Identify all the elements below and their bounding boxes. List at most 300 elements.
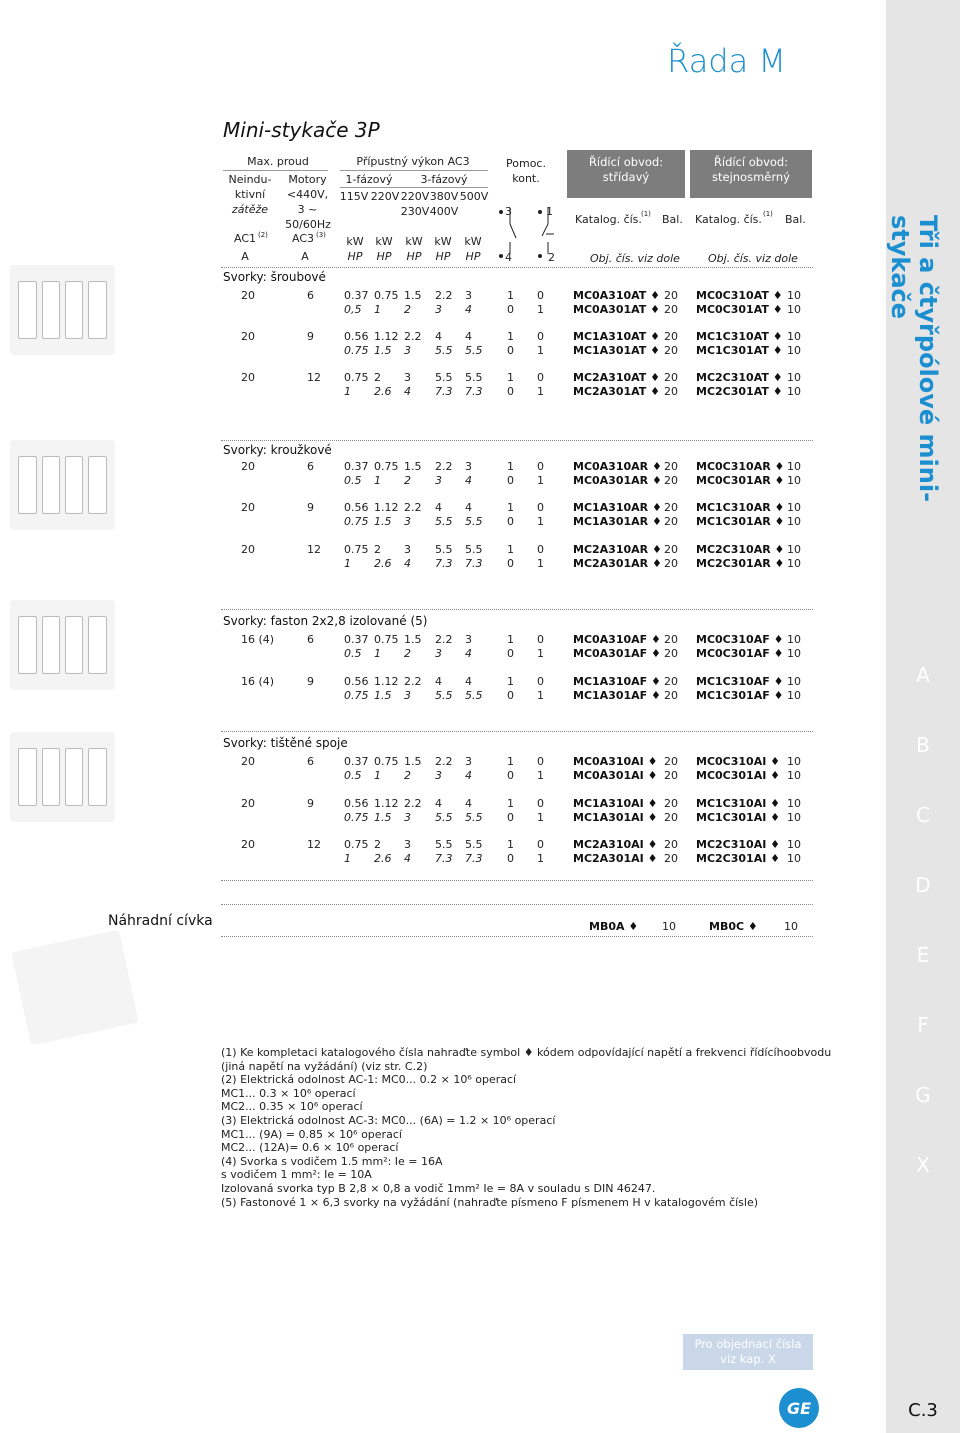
ac-catalog-number: MC0A301AI ♦ <box>573 769 658 782</box>
faston-terminal-contactor-image <box>10 600 115 690</box>
power-220v-3ph: 2 <box>404 303 411 316</box>
header-rule <box>223 170 328 171</box>
table-row <box>221 460 813 474</box>
ac-catalog-sup: (1) <box>641 210 651 218</box>
aux-no: 0 <box>507 647 514 660</box>
unit-kw: kW <box>346 235 364 248</box>
aux-nc: 0 <box>537 633 544 646</box>
aux-nc: 0 <box>537 675 544 688</box>
aux-no: 1 <box>507 330 514 343</box>
power-380v: 2.2 <box>435 289 453 302</box>
ac-catalog-number: MC1A301AR ♦ <box>573 515 662 528</box>
table-row <box>221 501 813 515</box>
power-220v-3ph: 3 <box>404 543 411 556</box>
ac-catalog-number: MC2A301AR ♦ <box>573 557 662 570</box>
unit-hp: HP <box>406 250 422 263</box>
chapter-letter-c[interactable]: C <box>916 803 930 827</box>
aux-nc: 0 <box>537 755 544 768</box>
ac3-current: 9 <box>307 501 314 514</box>
ac-catalog-number: MC1A310AR ♦ <box>573 501 662 514</box>
ac-pack-qty: 20 <box>664 769 678 782</box>
power-115v: 1 <box>344 385 351 398</box>
power-500v: 3 <box>465 460 472 473</box>
power-220v: 0.75 <box>374 289 399 302</box>
voltage-230: 230V <box>400 205 430 218</box>
power-115v: 0.56 <box>344 797 369 810</box>
aux-no: 0 <box>507 344 514 357</box>
table-row <box>221 344 813 358</box>
dc-order-note: Obj. čís. viz dole <box>708 252 798 265</box>
power-380v: 5.5 <box>435 515 453 528</box>
aux-no: 0 <box>507 557 514 570</box>
voltage-limit-label: <440V, <box>286 188 329 201</box>
aux-nc: 1 <box>537 303 544 316</box>
power-500v: 5.5 <box>465 344 483 357</box>
table-row <box>221 330 813 344</box>
ref-line-1: Pro objednací čísla <box>694 1337 802 1351</box>
ac-catalog-number: MC0A310AI ♦ <box>573 755 658 768</box>
footnote-line: MC2... (12A)= 0.6 × 10⁶ operací <box>221 1141 399 1155</box>
dc-catalog-number: MC2C310AR ♦ <box>696 543 785 556</box>
power-500v: 5.5 <box>465 689 483 702</box>
power-220v-3ph: 2.2 <box>404 330 422 343</box>
ac3-current: 6 <box>307 633 314 646</box>
dc-pack-qty: 10 <box>787 755 801 768</box>
power-500v: 4 <box>465 303 472 316</box>
aux-terminal-4: 4 <box>505 251 512 264</box>
table-row <box>221 811 813 825</box>
table-row <box>221 852 813 866</box>
ac1-current: 20 <box>241 543 255 556</box>
footnote-line: (jiná napětí na vyžádání) (viz str. C.2) <box>221 1059 428 1073</box>
dc-pack-qty: 10 <box>787 474 801 487</box>
pcb-terminal-contactor-image <box>10 732 115 822</box>
unit-kw: kW <box>405 235 423 248</box>
spare-coil-label: Náhradní cívka <box>108 913 213 929</box>
power-115v: 0.37 <box>344 460 369 473</box>
unit-hp: HP <box>347 250 363 263</box>
ac1-current: 16 (4) <box>241 633 275 646</box>
dc-catalog-number: MC1C301AI ♦ <box>696 811 781 824</box>
ac-catalog-number: MC0A301AT ♦ <box>573 303 661 316</box>
ktivni-label: ktivní <box>234 188 266 201</box>
unit-hp: HP <box>435 250 451 263</box>
section-divider <box>221 936 813 937</box>
table-row <box>221 633 813 647</box>
aux-nc: 1 <box>537 385 544 398</box>
max-current-header: Max. proud <box>247 155 309 168</box>
dc-pack-qty: 10 <box>787 797 801 810</box>
power-380v: 5.5 <box>435 811 453 824</box>
dc-pack-qty: 10 <box>787 647 801 660</box>
power-380v: 5.5 <box>435 344 453 357</box>
aux-nc: 0 <box>537 289 544 302</box>
table-row <box>221 515 813 529</box>
power-115v: 0.5 <box>344 474 362 487</box>
aux-no: 0 <box>507 811 514 824</box>
ac1-unit: A <box>241 250 249 263</box>
ac-pack-qty: 20 <box>664 515 678 528</box>
power-220v: 2 <box>374 371 381 384</box>
side-title: Tři a čtyřpólové mini-stykače <box>886 215 942 503</box>
power-500v: 4 <box>465 501 472 514</box>
section-divider <box>221 904 813 905</box>
dc-pack-qty: 10 <box>787 460 801 473</box>
power-220v: 1.5 <box>374 515 392 528</box>
power-220v: 1.12 <box>374 797 399 810</box>
voltage-500: 500V <box>459 190 489 203</box>
ac-catalog-number: MC1A301AI ♦ <box>573 811 658 824</box>
power-220v-3ph: 3 <box>404 838 411 851</box>
dc-pack-qty: 10 <box>787 303 801 316</box>
ac-catalog-number: MC0A301AR ♦ <box>573 474 662 487</box>
power-220v-3ph: 3 <box>404 689 411 702</box>
footnote-line: (2) Elektrická odolnost AC-1: MC0... 0.2 × 10⁶ operací <box>221 1073 517 1087</box>
spare-coil-image <box>11 930 138 1046</box>
ac-catalog-number: MC2A310AT ♦ <box>573 371 661 384</box>
power-380v: 7.3 <box>435 557 453 570</box>
aux-no: 1 <box>507 675 514 688</box>
aux-nc: 0 <box>537 838 544 851</box>
power-380v: 2.2 <box>435 755 453 768</box>
chapter-letter-b[interactable]: B <box>916 733 930 757</box>
aux-no: 1 <box>507 797 514 810</box>
one-phase-label: 1-fázový <box>345 173 393 186</box>
dc-pack-qty: 10 <box>787 344 801 357</box>
ac3-current: 6 <box>307 755 314 768</box>
ac-pack-qty: 20 <box>664 385 678 398</box>
aux-terminal-2: 2 <box>548 251 555 264</box>
ac3-current: 12 <box>307 543 321 556</box>
power-115v: 0.56 <box>344 501 369 514</box>
ac-catalog-number: MC1A310AI ♦ <box>573 797 658 810</box>
chapter-letter-x[interactable]: X <box>916 1153 930 1177</box>
power-500v: 5.5 <box>465 811 483 824</box>
table-row <box>221 557 813 571</box>
aux-no: 1 <box>507 289 514 302</box>
dc-catalog-number: MC1C310AF ♦ <box>696 675 784 688</box>
aux-nc: 1 <box>537 811 544 824</box>
motory-label: Motory <box>288 173 327 186</box>
aux-nc: 0 <box>537 797 544 810</box>
aux-no: 1 <box>507 838 514 851</box>
dc-catalog-number: MC0C310AI ♦ <box>696 755 781 768</box>
neindu-label: Neindu- <box>228 173 272 186</box>
chapter-letter-d[interactable]: D <box>915 873 931 897</box>
ac1-current: 20 <box>241 460 255 473</box>
power-380v: 3 <box>435 303 442 316</box>
aux-nc: 0 <box>537 501 544 514</box>
power-220v-3ph: 4 <box>404 385 411 398</box>
dc-catalog-number: MC1C310AI ♦ <box>696 797 781 810</box>
table-row <box>221 769 813 783</box>
frequency-label: 50/60Hz <box>285 218 331 231</box>
footnotes <box>221 1046 832 1209</box>
power-380v: 2.2 <box>435 633 453 646</box>
aux-no: 0 <box>507 515 514 528</box>
ac1-label: AC1 <box>233 232 256 245</box>
aux-nc: 0 <box>537 460 544 473</box>
power-220v: 1 <box>374 647 381 660</box>
footnote-line: (1) Ke kompletaci katalogového čísla nahraďte symbol ♦ kódem odpovídající napětí a frekvenci řídícíhoobvodu <box>221 1046 832 1059</box>
section-label-pcb: Svorky: tištěné spoje <box>223 736 348 750</box>
aux-terminal-3: 3 <box>505 205 512 218</box>
power-220v: 2 <box>374 838 381 851</box>
ac-order-note: Obj. čís. viz dole <box>590 252 680 265</box>
ac1-current: 20 <box>241 797 255 810</box>
power-220v: 1.12 <box>374 675 399 688</box>
ac-pack-qty: 20 <box>664 647 678 660</box>
chapter-letter-f[interactable]: F <box>917 1013 929 1037</box>
section-label-ring: Svorky: kroužkové <box>223 443 332 457</box>
voltage-220: 220V <box>370 190 400 203</box>
footnote-line: s vodičem 1 mm²: Ie = 10A <box>221 1168 372 1182</box>
aux-contacts-header: Pomoc. <box>506 157 546 170</box>
power-500v: 7.3 <box>465 557 483 570</box>
ac-catalog-number: MC2A310AI ♦ <box>573 838 658 851</box>
aux-nc: 0 <box>537 371 544 384</box>
aux-no: 1 <box>507 371 514 384</box>
power-500v: 4 <box>465 797 472 810</box>
power-220v-3ph: 1.5 <box>404 289 422 302</box>
ac-pack-qty: 20 <box>664 330 678 343</box>
aux-no: 1 <box>507 755 514 768</box>
chapter-letter-a[interactable]: A <box>916 663 930 687</box>
header-rule <box>340 187 488 188</box>
footnote-line: Izolovaná svorka typ B 2,8 × 0,8 a vodič 1mm² Ie = 8A v souladu s DIN 46247. <box>221 1181 656 1195</box>
dc-catalog-number: MC2C310AT ♦ <box>696 371 783 384</box>
table-row <box>221 474 813 488</box>
power-380v: 3 <box>435 769 442 782</box>
aux-no: 1 <box>507 501 514 514</box>
ac-pack-qty: 20 <box>664 852 678 865</box>
power-380v: 5.5 <box>435 689 453 702</box>
voltage-115: 115V <box>339 190 369 203</box>
chapter-letter-e[interactable]: E <box>916 943 930 967</box>
unit-kw: kW <box>375 235 393 248</box>
aux-nc: 1 <box>537 474 544 487</box>
dc-catalog-number: MC1C301AR ♦ <box>696 515 785 528</box>
dc-catalog-sup: (1) <box>763 210 773 218</box>
dc-pack-header: Bal. <box>785 213 806 226</box>
power-380v: 4 <box>435 330 442 343</box>
power-220v: 1 <box>374 769 381 782</box>
aux-nc: 1 <box>537 515 544 528</box>
power-500v: 5.5 <box>465 515 483 528</box>
ac3-current: 12 <box>307 371 321 384</box>
table-row <box>221 289 813 303</box>
ac-pack-qty: 20 <box>664 344 678 357</box>
power-115v: 0.5 <box>344 647 362 660</box>
ac-pack-qty: 20 <box>664 797 678 810</box>
power-220v-3ph: 2 <box>404 769 411 782</box>
aux-no: 0 <box>507 852 514 865</box>
power-115v: 1 <box>344 852 351 865</box>
dc-pack-qty: 10 <box>787 385 801 398</box>
dc-pack-qty: 10 <box>787 769 801 782</box>
power-220v: 0.75 <box>374 460 399 473</box>
dc-pack-qty: 10 <box>787 675 801 688</box>
dc-pack-qty: 10 <box>787 501 801 514</box>
dc-catalog-number: MC2C301AT ♦ <box>696 385 783 398</box>
ac-pack-qty: 20 <box>664 501 678 514</box>
ac-pack-qty: 20 <box>664 633 678 646</box>
aux-nc: 1 <box>537 647 544 660</box>
ac1-current: 20 <box>241 838 255 851</box>
power-220v-3ph: 1.5 <box>404 633 422 646</box>
footnote-line: (4) Svorka s vodičem 1.5 mm²: Ie = 16A <box>221 1154 443 1168</box>
aux-nc: 1 <box>537 769 544 782</box>
power-500v: 4 <box>465 647 472 660</box>
power-500v: 7.3 <box>465 852 483 865</box>
power-380v: 5.5 <box>435 371 453 384</box>
footnote-line: MC1... 0.3 × 10⁶ operací <box>221 1086 356 1100</box>
power-220v: 1.12 <box>374 330 399 343</box>
ac3-current: 12 <box>307 838 321 851</box>
dc-catalog-number: MC1C301AT ♦ <box>696 344 783 357</box>
three-phase-symbol: 3 ~ <box>297 203 318 216</box>
footnote-line: MC1... (9A) = 0.85 × 10⁶ operací <box>221 1127 402 1141</box>
dc-catalog-number: MC2C301AI ♦ <box>696 852 781 865</box>
unit-kw: kW <box>464 235 482 248</box>
power-220v: 1.5 <box>374 811 392 824</box>
dc-pack-qty: 10 <box>787 515 801 528</box>
dc-pack-qty: 10 <box>787 371 801 384</box>
dc-pack-qty: 10 <box>787 633 801 646</box>
chapter-letter-g[interactable]: G <box>915 1083 931 1107</box>
power-220v: 2.6 <box>374 852 392 865</box>
power-115v: 0.75 <box>344 371 369 384</box>
dc-catalog-number: MC0C310AF ♦ <box>696 633 784 646</box>
aux-no: 1 <box>507 460 514 473</box>
dc-catalog-number: MC0C301AT ♦ <box>696 303 783 316</box>
ac3-unit: A <box>301 250 309 263</box>
power-220v: 1.5 <box>374 344 392 357</box>
header-divider <box>221 267 813 268</box>
ac-catalog-number: MC1A310AF ♦ <box>573 675 661 688</box>
ring-terminal-contactor-image <box>10 440 115 530</box>
aux-terminal-1: 1 <box>546 205 553 218</box>
ac-catalog-number: MC0A301AF ♦ <box>573 647 661 660</box>
dc-pack-qty: 10 <box>787 852 801 865</box>
power-380v: 4 <box>435 797 442 810</box>
ac-catalog-number: MC1A310AT ♦ <box>573 330 661 343</box>
power-380v: 3 <box>435 474 442 487</box>
dc-catalog-number: MC0C301AR ♦ <box>696 474 785 487</box>
aux-no: 1 <box>507 633 514 646</box>
power-500v: 5.5 <box>465 371 483 384</box>
dc-control-header: Řídící obvod: stejnosměrný <box>690 150 812 198</box>
power-500v: 3 <box>465 755 472 768</box>
order-number-reference[interactable] <box>683 1334 813 1370</box>
power-500v: 4 <box>465 769 472 782</box>
power-500v: 3 <box>465 289 472 302</box>
header-rule <box>340 170 488 171</box>
spare-coil-row <box>221 920 813 934</box>
section-label-faston: Svorky: faston 2x2,8 izolované (5) <box>223 614 428 628</box>
aux-nc: 1 <box>537 344 544 357</box>
table-row <box>221 755 813 769</box>
footnote-line: (3) Elektrická odolnost AC-3: MC0... (6A) = 1.2 × 10⁶ operací <box>221 1113 556 1127</box>
aux-no: 0 <box>507 474 514 487</box>
dc-catalog-header: Katalog. čís. <box>695 213 762 226</box>
power-115v: 0.75 <box>344 838 369 851</box>
ac-pack-qty: 20 <box>664 460 678 473</box>
power-220v-3ph: 1.5 <box>404 460 422 473</box>
power-220v-3ph: 3 <box>404 344 411 357</box>
power-220v: 0.75 <box>374 755 399 768</box>
dc-pack-qty: 10 <box>787 330 801 343</box>
power-220v-3ph: 3 <box>404 515 411 528</box>
page-title: Mini-stykače 3P <box>223 118 380 142</box>
ac3-current: 9 <box>307 675 314 688</box>
power-220v-3ph: 2 <box>404 474 411 487</box>
section-divider <box>221 880 813 881</box>
power-220v-3ph: 3 <box>404 371 411 384</box>
series-title: Řada M <box>667 42 786 80</box>
ac-pack-qty: 20 <box>664 289 678 302</box>
power-115v: 1 <box>344 557 351 570</box>
dc-catalog-number: MC2C301AR ♦ <box>696 557 785 570</box>
power-115v: 0.75 <box>344 515 369 528</box>
table-row <box>221 797 813 811</box>
footnote-line: (5) Fastonové 1 × 6,3 svorky na vyžádání (nahraďte písmeno F písmenem H v katalogovém čísle) <box>221 1195 759 1209</box>
power-220v: 2.6 <box>374 557 392 570</box>
ac3-sup: (3) <box>316 231 326 239</box>
aux-nc: 1 <box>537 557 544 570</box>
power-220v: 0.75 <box>374 633 399 646</box>
dc-catalog-number: MC1C310AR ♦ <box>696 501 785 514</box>
voltage-400: 400V <box>429 205 459 218</box>
aux-no: 0 <box>507 385 514 398</box>
power-500v: 3 <box>465 633 472 646</box>
power-115v: 0.56 <box>344 675 369 688</box>
dc-pack-qty: 10 <box>787 557 801 570</box>
aux-nc: 0 <box>537 330 544 343</box>
power-220v: 2.6 <box>374 385 392 398</box>
power-220v-3ph: 3 <box>404 811 411 824</box>
ac1-sup: (2) <box>258 231 268 239</box>
ac1-current: 16 (4) <box>241 675 275 688</box>
ref-line-2: viz kap. X <box>720 1352 776 1366</box>
dc-catalog-number: MC1C310AT ♦ <box>696 330 783 343</box>
ac-pack-qty: 20 <box>664 543 678 556</box>
power-380v: 4 <box>435 675 442 688</box>
power-220v: 1 <box>374 474 381 487</box>
permitted-power-header: Přípustný výkon AC3 <box>356 155 470 168</box>
power-220v-3ph: 2.2 <box>404 797 422 810</box>
ac-catalog-number: MC0A310AR ♦ <box>573 460 662 473</box>
power-220v-3ph: 2 <box>404 647 411 660</box>
unit-kw: kW <box>434 235 452 248</box>
dc-catalog-number: MC1C301AF ♦ <box>696 689 784 702</box>
power-115v: 0.37 <box>344 289 369 302</box>
power-220v: 2 <box>374 543 381 556</box>
section-divider <box>221 440 813 441</box>
dc-pack-qty: 10 <box>787 838 801 851</box>
power-500v: 4 <box>465 330 472 343</box>
power-220v-3ph: 2.2 <box>404 675 422 688</box>
aux-nc: 0 <box>537 543 544 556</box>
power-380v: 7.3 <box>435 852 453 865</box>
voltage-380: 380V <box>429 190 459 203</box>
unit-hp: HP <box>465 250 481 263</box>
power-500v: 4 <box>465 675 472 688</box>
ac-catalog-number: MC2A301AT ♦ <box>573 385 661 398</box>
chapter-letters <box>886 640 960 1200</box>
aux-nc: 1 <box>537 852 544 865</box>
ac-catalog-number: MC2A310AR ♦ <box>573 543 662 556</box>
